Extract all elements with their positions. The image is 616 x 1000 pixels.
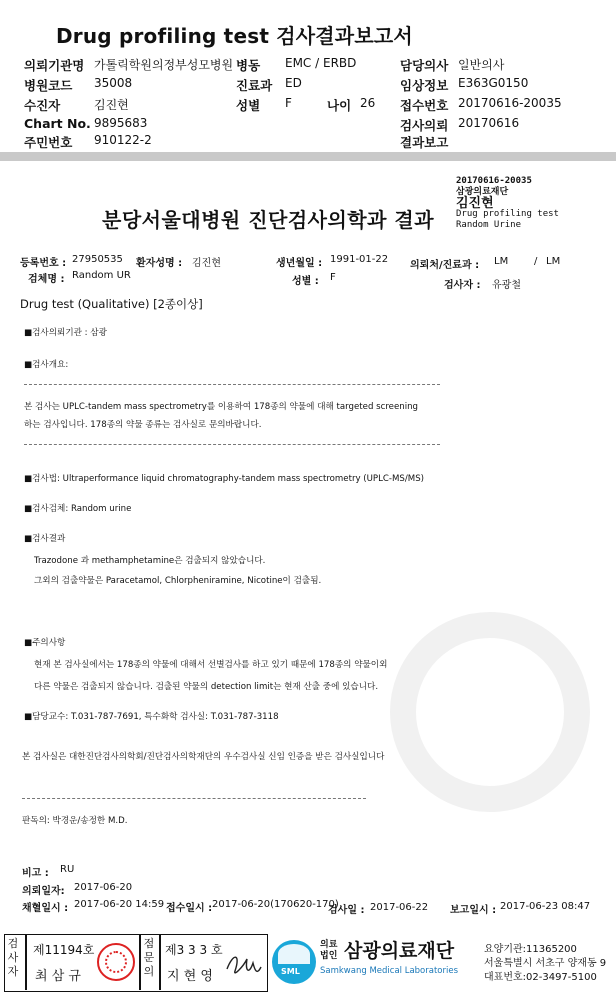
- org-prefix-line: 의료: [320, 940, 338, 950]
- handwritten-signature-icon: [223, 949, 263, 983]
- label-department: 진료과: [236, 78, 273, 93]
- value-age: 26: [360, 96, 376, 110]
- org-name: 삼광의료재단: [344, 940, 455, 962]
- label-requesting-institution: 의뢰기관명: [24, 58, 85, 73]
- examiner-seal-icon: [97, 943, 135, 981]
- collect-label: 채혈일시 :: [22, 903, 69, 914]
- org-address: 서울특별시 서초구 양재동 9: [484, 958, 607, 969]
- sml-logo-icon: [272, 940, 316, 984]
- examiner-value: 유광철: [492, 280, 521, 291]
- specialist-name: 지 현 영: [167, 969, 213, 984]
- specimen-value: Random UR: [72, 270, 131, 281]
- label-clinical-info: 임상정보: [400, 78, 449, 93]
- test-heading: Drug test (Qualitative) [2종이상]: [20, 297, 203, 311]
- label-hospital-code: 병원코드: [24, 78, 73, 93]
- label-char: 문: [143, 951, 155, 964]
- examiner-signature-box: [4, 934, 268, 992]
- label-ward: 병동: [236, 58, 261, 73]
- org-english: Samkwang Medical Laboratories: [320, 966, 459, 976]
- receipt-stamp: [456, 176, 559, 231]
- reg-value: 27950535: [72, 254, 123, 265]
- reg-label: 등록번호 :: [20, 258, 67, 269]
- label-receipt-number: 접수번호: [400, 98, 449, 113]
- ref-value-2: LM: [546, 256, 561, 267]
- sex-value: F: [330, 272, 336, 283]
- specialist-license: 제3 3 3 호: [165, 943, 223, 957]
- section-caution-title: ■주의사항: [24, 638, 66, 648]
- specialist-vertical-label: [142, 937, 156, 979]
- org-phone: 대표번호:02-3497-5100: [484, 972, 597, 983]
- scanned-report: [0, 162, 616, 930]
- value-sex: F: [285, 96, 292, 110]
- report-header: [0, 0, 616, 160]
- label-char: 사: [7, 951, 19, 964]
- value-requesting-institution: 가톨릭학원의정부성모병원: [94, 58, 234, 72]
- overview-line-1: 본 검사는 UPLC-tandem mass spectrometry를 이용하여 178종의 약물에 대해 targeted screening: [24, 402, 418, 412]
- test-date-value: 2017-06-22: [370, 902, 429, 913]
- org-prefix: [320, 940, 337, 962]
- dob-value: 1991-01-22: [330, 254, 389, 265]
- dashed-divider: [24, 384, 440, 385]
- label-chart-no: Chart No.: [24, 116, 91, 131]
- label-char: 점: [143, 937, 155, 950]
- header-divider: [0, 152, 616, 161]
- dashed-divider: [22, 798, 366, 799]
- label-char: 자: [7, 965, 19, 978]
- label-patient: 수진자: [24, 98, 61, 113]
- stamp-number: 20170616-20035: [456, 176, 532, 186]
- remark-value: RU: [60, 864, 75, 875]
- value-patient: 김진현: [94, 98, 129, 112]
- report-title: Drug profiling test 검사결과보고서: [56, 24, 413, 48]
- section-contact: ■담당교수: T.031-787-7691, 특수화학 검사실: T.031-787-3118: [24, 712, 279, 722]
- value-physician: 일반의사: [458, 58, 505, 72]
- test-date-label: 검사일 :: [328, 905, 365, 916]
- value-chart-no: 9895683: [94, 116, 148, 130]
- specimen-label: 검체명 :: [28, 274, 65, 285]
- stamp-specimen: Random Urine: [456, 220, 522, 230]
- patient-value: 김진현: [192, 258, 221, 269]
- certification-note: 본 검사실은 대한진단검사의학회/진단검사의학재단의 우수검사실 신임 인증을 받은 검사실입니다: [22, 752, 385, 762]
- receipt-value: 2017-06-20(170620-170): [212, 899, 339, 910]
- request-date-value: 2017-06-20: [74, 882, 133, 893]
- reader-physician: 판독의: 박경운/송정한 M.D.: [22, 816, 128, 826]
- box-divider: [139, 935, 141, 990]
- box-divider: [25, 935, 27, 990]
- value-resident-number: 910122-2: [94, 133, 152, 147]
- label-physician: 담당의사: [400, 58, 449, 73]
- examiner-vertical-label: [6, 937, 20, 979]
- remark-label: 비고 :: [22, 868, 49, 879]
- box-divider: [159, 935, 161, 990]
- section-result-title: ■검사결과: [24, 534, 66, 544]
- label-char: 검: [7, 937, 19, 950]
- signature-footer: [0, 932, 616, 1000]
- ref-sep: /: [534, 256, 538, 267]
- section-agency: ■검사의뢰기관 : 삼광: [24, 328, 107, 338]
- label-resident-number: 주민번호: [24, 135, 73, 150]
- caution-line-2: 다른 약물은 검출되지 않습니다. 검출된 약물의 detection limit는 현재 산출 중에 있습니다.: [34, 682, 379, 692]
- ref-label: 의뢰처/진료과 :: [410, 260, 480, 271]
- examiner-name: 최 삼 규: [35, 969, 81, 984]
- dashed-divider: [24, 444, 440, 445]
- section-method: ■검사법: Ultraperformance liquid chromatography-tandem mass spectrometry (UPLC-MS/MS): [24, 474, 424, 484]
- stamp-test: Drug profiling test: [456, 209, 559, 219]
- report-date-value: 2017-06-23 08:47: [500, 901, 591, 912]
- value-department: ED: [285, 76, 302, 90]
- request-date-label: 의뢰일자:: [22, 886, 65, 897]
- collect-value: 2017-06-20 14:59: [74, 899, 165, 910]
- value-clinical-info: E363G0150: [458, 76, 529, 90]
- value-hospital-code: 35008: [94, 76, 133, 90]
- overview-line-2: 하는 검사입니다. 178종의 약물 종류는 검사실로 문의바랍니다.: [24, 420, 262, 430]
- stamp-name: 김진현: [456, 196, 494, 211]
- examiner-license: 제11194호: [33, 943, 95, 957]
- label-age: 나이: [327, 98, 352, 113]
- value-ward: EMC / ERBD: [285, 56, 357, 70]
- sml-logo-text: SML: [281, 967, 300, 976]
- result-line-1: Trazodone 과 methamphetamine은 검출되지 않았습니다.: [34, 556, 266, 566]
- section-overview-title: ■검사개요:: [24, 360, 69, 370]
- section-specimen: ■검사검체: Random urine: [24, 504, 132, 514]
- watermark-seal: [390, 612, 590, 812]
- hospital-title: 분당서울대병원 진단검사의학과 결과: [102, 208, 435, 232]
- report-date-label: 보고일시 :: [450, 905, 497, 916]
- value-receipt-number: 20170616-20035: [458, 96, 562, 110]
- caution-line-1: 현재 본 검사실에서는 178종의 약물에 대해서 선별검사를 하고 있기 때문에 178종의 약물이외: [34, 660, 388, 670]
- result-line-2: 그외의 검출약물은 Paracetamol, Chlorpheniramine, Nicotine이 검출됨.: [34, 576, 322, 586]
- patient-label: 환자성명 :: [136, 258, 183, 269]
- org-code: 요양기관:11365200: [484, 944, 577, 955]
- label-test-request: 검사의뢰: [400, 118, 449, 133]
- dob-label: 생년월일 :: [276, 258, 323, 269]
- examiner-label: 검사자 :: [444, 280, 481, 291]
- receipt-label: 접수일시 :: [166, 903, 213, 914]
- org-prefix-line: 법인: [320, 951, 338, 961]
- ref-value: LM: [494, 256, 509, 267]
- label-result-report: 결과보고: [400, 135, 449, 150]
- sex-label: 성별 :: [292, 276, 319, 287]
- label-char: 의: [143, 965, 155, 978]
- stamp-org: 삼광의료재단: [456, 187, 509, 197]
- value-test-request: 20170616: [458, 116, 520, 130]
- label-sex: 성별: [236, 98, 261, 113]
